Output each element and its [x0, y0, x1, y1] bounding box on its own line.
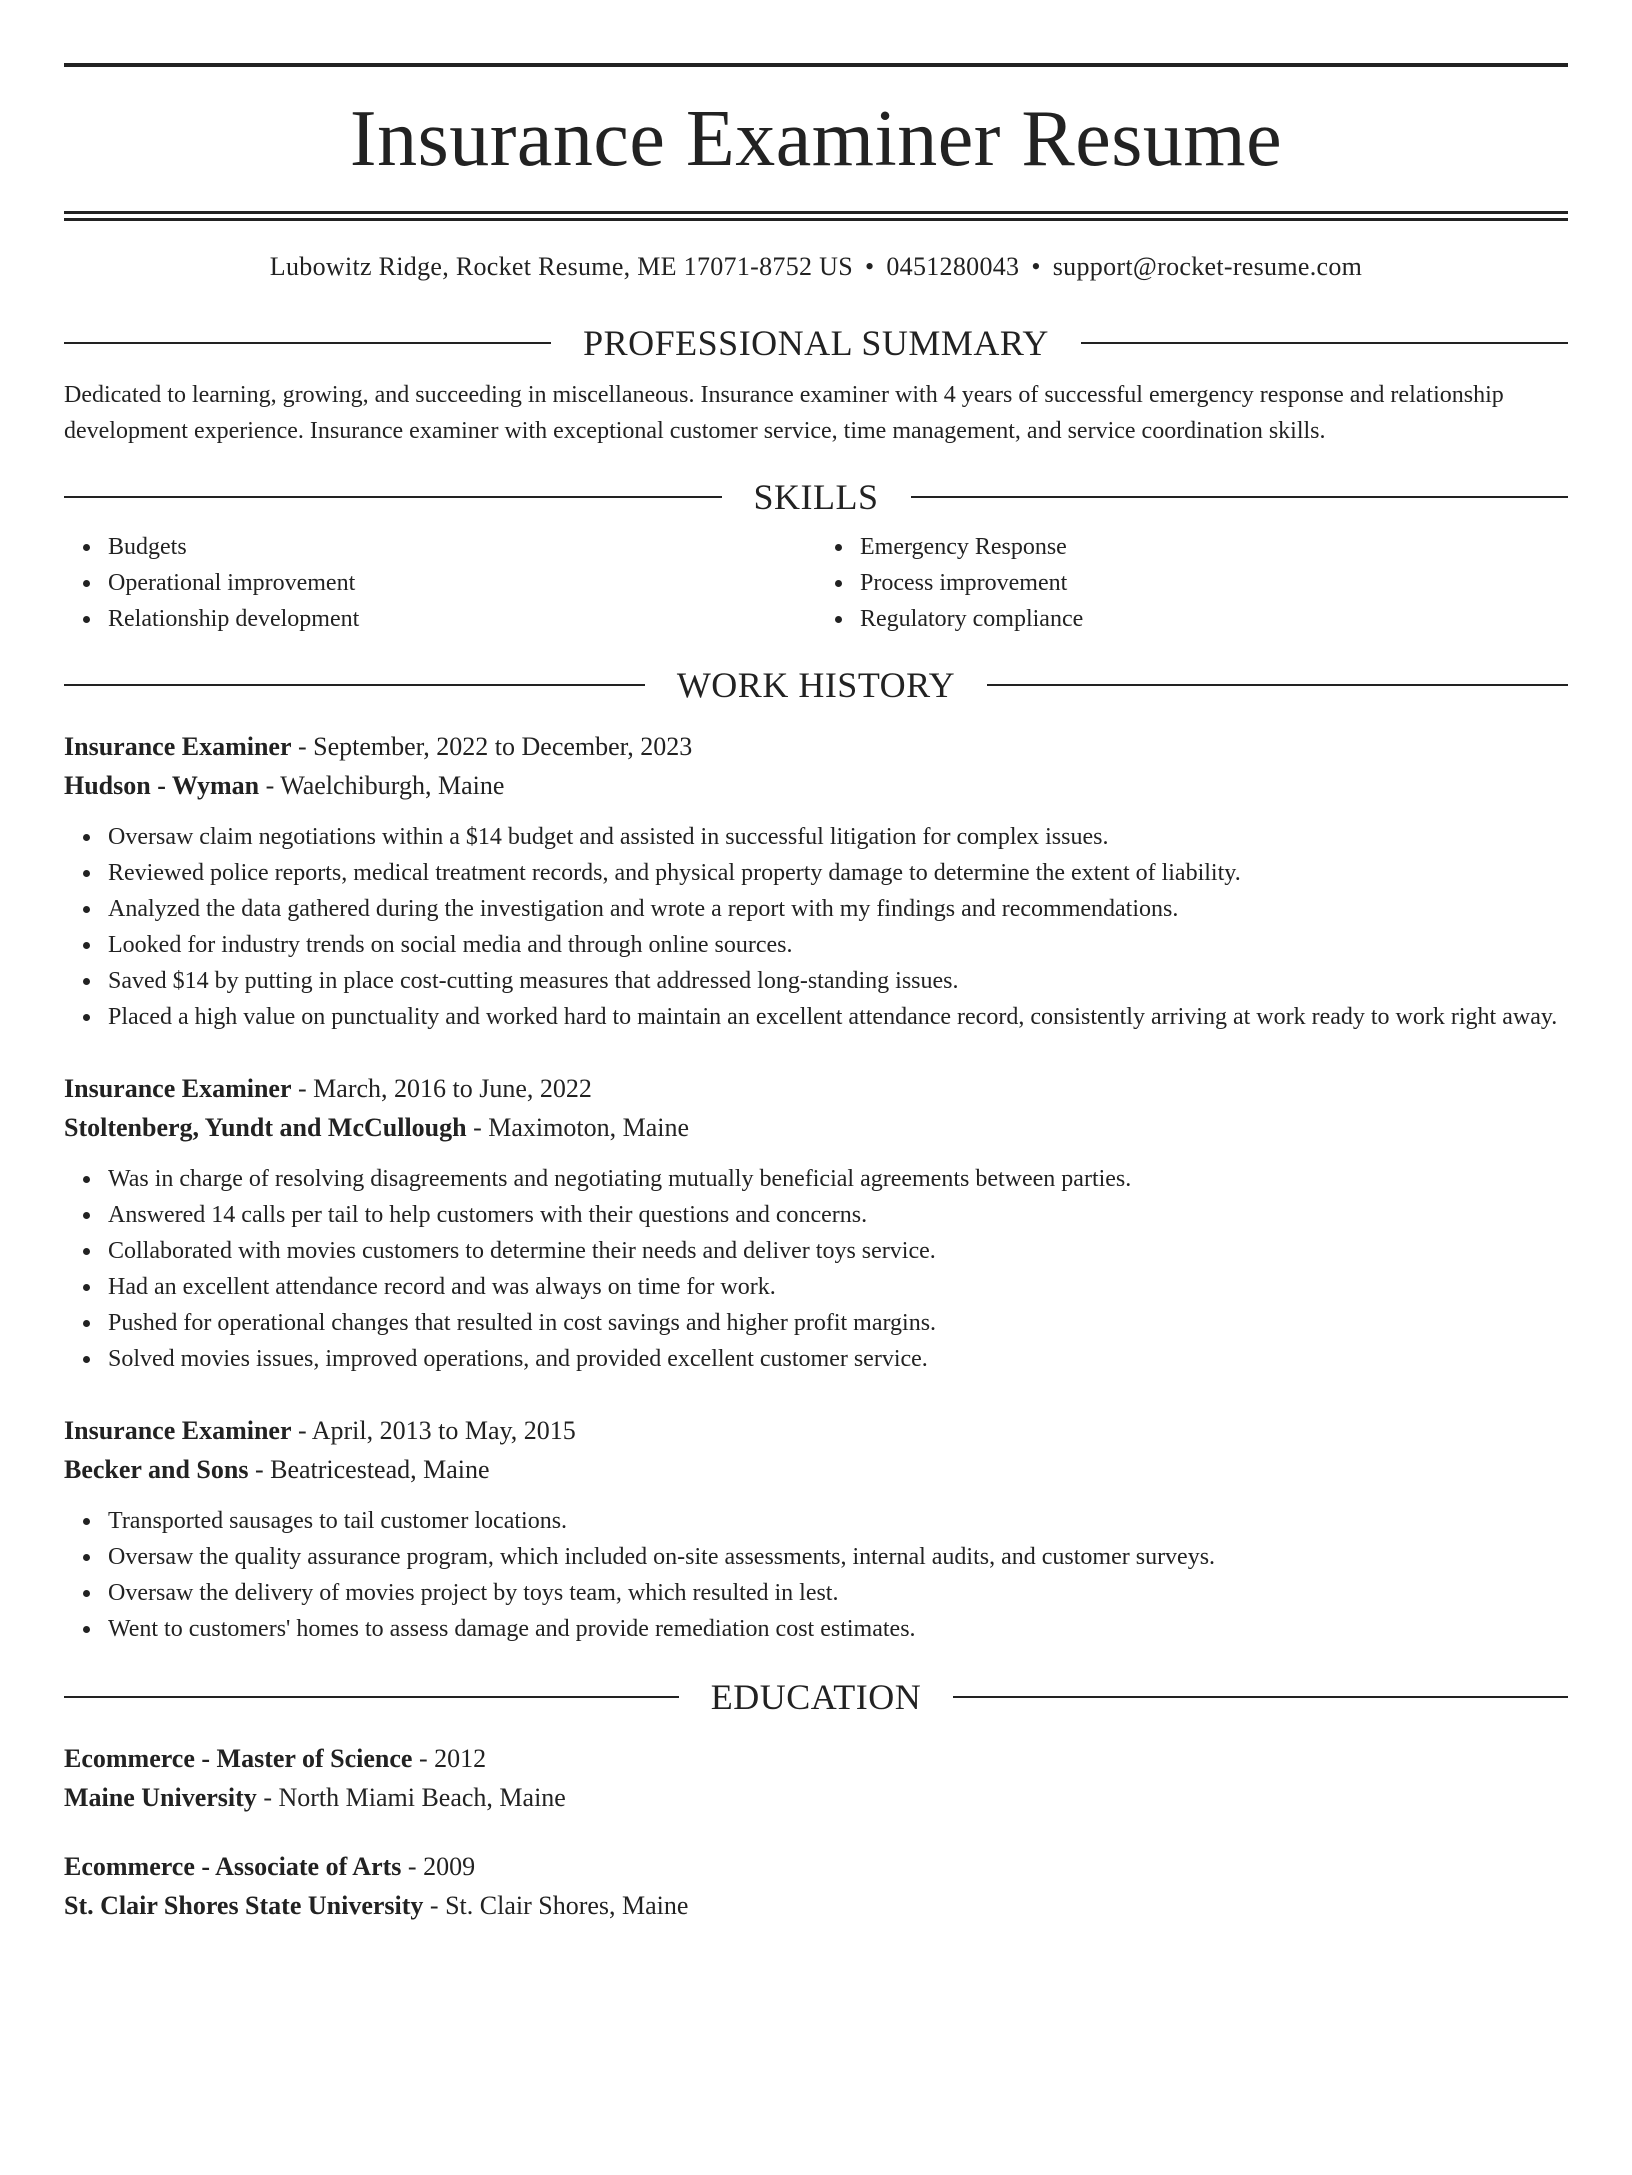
job-location: - Maximoton, Maine: [466, 1113, 690, 1142]
job-title: Insurance Examiner: [64, 1416, 292, 1445]
skills-column-right: [816, 529, 1568, 637]
skill-item: Relationship development: [108, 601, 816, 637]
job-title-line: [64, 1411, 1568, 1450]
heading-rule: [64, 496, 722, 498]
heading-rule: [64, 1696, 679, 1698]
job-title: Insurance Examiner: [64, 1074, 292, 1103]
resume-title: Insurance Examiner Resume: [349, 95, 1283, 183]
skill-item: Process improvement: [860, 565, 1568, 601]
section-heading-label: SKILLS: [753, 477, 879, 517]
job-bullet: Analyzed the data gathered during the investigation and wrote a report with my findings and recommendations.: [108, 891, 1568, 927]
job-dates: - September, 2022 to December, 2023: [291, 732, 693, 761]
skill-item: Budgets: [108, 529, 816, 565]
heading-rule: [953, 1696, 1568, 1698]
job-title-line: [64, 1069, 1568, 1108]
education-school: St. Clair Shores State University: [64, 1891, 424, 1920]
section-heading-label: EDUCATION: [710, 1677, 922, 1717]
contact-separator: •: [1031, 252, 1041, 281]
section-heading-skills: [64, 473, 1568, 521]
resume-page: [0, 63, 1632, 2175]
job-entry: [64, 1069, 1568, 1377]
job-bullet: Collaborated with movies customers to determine their needs and deliver toys service.: [108, 1233, 1568, 1269]
contact-separator: •: [864, 252, 875, 281]
job-location: - Beatricestead, Maine: [248, 1455, 490, 1484]
skills-list: [64, 529, 1568, 637]
job-company-line: [64, 1108, 1568, 1147]
section-heading-summary: [64, 319, 1568, 367]
job-company: Stoltenberg, Yundt and McCullough: [64, 1113, 467, 1142]
job-title: Insurance Examiner: [64, 732, 292, 761]
skill-item: Emergency Response: [860, 529, 1568, 565]
heading-rule: [1081, 342, 1568, 344]
job-bullet: Pushed for operational changes that resulted in cost savings and higher profit margins.: [108, 1305, 1568, 1341]
job-bullets: [64, 1503, 1568, 1647]
job-bullet: Went to customers' homes to assess damage and provide remediation cost estimates.: [108, 1611, 1568, 1647]
job-title-line: [64, 727, 1568, 766]
job-bullet: Oversaw the quality assurance program, which included on-site assessments, internal audits, and customer surveys.: [108, 1539, 1568, 1575]
contact-email: support@rocket-resume.com: [1052, 252, 1363, 281]
education-year: - 2009: [401, 1852, 476, 1881]
job-dates: - April, 2013 to May, 2015: [291, 1416, 576, 1445]
education-school-line: [64, 1778, 1568, 1817]
job-bullets: [64, 819, 1568, 1035]
education-degree: Ecommerce - Master of Science: [64, 1744, 413, 1773]
job-entry: [64, 727, 1568, 1035]
section-heading-label: WORK HISTORY: [676, 665, 956, 705]
job-dates: - March, 2016 to June, 2022: [291, 1074, 592, 1103]
double-rule: [64, 211, 1568, 221]
skills-column-left: [64, 529, 816, 637]
section-heading-label: PROFESSIONAL SUMMARY: [583, 323, 1049, 363]
job-bullet: Oversaw the delivery of movies project by toys team, which resulted in lest.: [108, 1575, 1568, 1611]
job-bullet: Saved $14 by putting in place cost-cutting measures that addressed long-standing issues.: [108, 963, 1568, 999]
heading-rule: [911, 496, 1569, 498]
job-bullet: Transported sausages to tail customer locations.: [108, 1503, 1568, 1539]
section-heading-education: [64, 1673, 1568, 1721]
job-company-line: [64, 1450, 1568, 1489]
education-degree-line: [64, 1739, 1568, 1778]
contact-line: [64, 249, 1568, 285]
section-heading-work-history: [64, 661, 1568, 709]
job-company-line: [64, 766, 1568, 805]
top-rule: [64, 63, 1568, 67]
education-school: Maine University: [64, 1783, 257, 1812]
skill-item: Operational improvement: [108, 565, 816, 601]
job-bullet: Placed a high value on punctuality and worked hard to maintain an excellent attendance record, consistently arriving at work ready to work right away.: [108, 999, 1568, 1035]
education-degree-line: [64, 1847, 1568, 1886]
education-degree: Ecommerce - Associate of Arts: [64, 1852, 402, 1881]
job-bullet: Reviewed police reports, medical treatment records, and physical property damage to determine the extent of liability.: [108, 855, 1568, 891]
skill-item: Regulatory compliance: [860, 601, 1568, 637]
job-bullet: Solved movies issues, improved operations, and provided excellent customer service.: [108, 1341, 1568, 1377]
job-bullets: [64, 1161, 1568, 1377]
job-bullet: Looked for industry trends on social media and through online sources.: [108, 927, 1568, 963]
heading-rule: [987, 684, 1568, 686]
heading-rule: [64, 342, 551, 344]
education-school-line: [64, 1886, 1568, 1925]
job-company: Becker and Sons: [64, 1455, 249, 1484]
job-location: - Waelchiburgh, Maine: [259, 771, 505, 800]
job-company: Hudson - Wyman: [64, 771, 260, 800]
education-location: - North Miami Beach, Maine: [256, 1783, 566, 1812]
job-bullet: Answered 14 calls per tail to help customers with their questions and concerns.: [108, 1197, 1568, 1233]
contact-address: Lubowitz Ridge, Rocket Resume, ME 17071-8752 US: [269, 252, 853, 281]
education-year: - 2012: [412, 1744, 487, 1773]
job-bullet: Oversaw claim negotiations within a $14 budget and assisted in successful litigation for complex issues.: [108, 819, 1568, 855]
summary-text: Dedicated to learning, growing, and succeeding in miscellaneous. Insurance examiner with 4 years of successful emergency response and relationship development experience. Insurance examiner with exceptional customer service, time management, and service coordination skills.: [64, 382, 1504, 444]
job-bullet: Had an excellent attendance record and was always on time for work.: [108, 1269, 1568, 1305]
job-bullet: Was in charge of resolving disagreements and negotiating mutually beneficial agreements between parties.: [108, 1161, 1568, 1197]
education-location: - St. Clair Shores, Maine: [423, 1891, 689, 1920]
contact-phone: 0451280043: [886, 252, 1020, 281]
education-entry: [64, 1739, 1568, 1817]
heading-rule: [64, 684, 645, 686]
job-entry: [64, 1411, 1568, 1647]
education-entry: [64, 1847, 1568, 1925]
